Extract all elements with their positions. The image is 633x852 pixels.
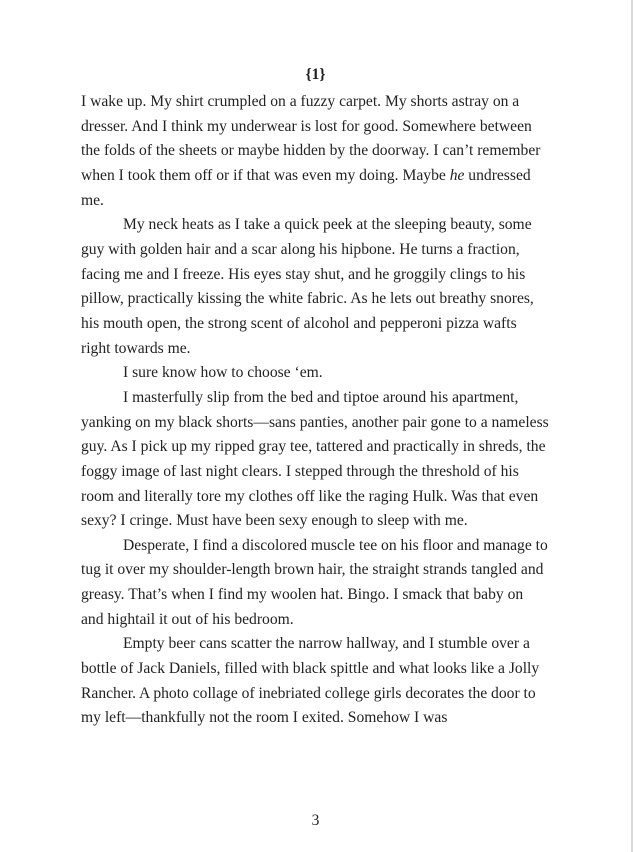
chapter-heading: {1} [305,66,326,83]
text-run: Desperate, I find a discolored muscle tee on his floor and manage to tug it over my shoulder-length brown hair, the straight strands tangled and greasy. That’s when I find my woolen hat. Bingo. I smack that baby on and hightail it out of his bedroom. [81,536,548,628]
page-number: 3 [311,812,320,829]
text-run: I masterfully slip from the bed and tiptoe around his apartment, yanking on my black shorts—sans panties, another pair gone to a nameless guy. As I pick up my ripped gray tee, tattered and practically in shreds, the foggy image of last night clears. I stepped through the threshold of his room and literally tore my clothes off like the raging Hulk. Was that even sexy? I cringe. Must have been sexy enough to sleep with me. [81,388,549,530]
paragraph [81,361,549,386]
text-run: Empty beer cans scatter the narrow hallway, and I stumble over a bottle of Jack Daniels, filled with black spittle and what looks like a Jolly Rancher. A photo collage of inebriated college girls decorates the door to my left—thankfully not the room I exited. Somehow I was [81,635,540,727]
body-text [81,90,549,731]
paragraph [81,90,549,213]
text-run: undressed me. [81,166,531,209]
paragraph [81,386,549,534]
text-run: I wake up. My shirt crumpled on a fuzzy carpet. My shorts astray on a dresser. And I think my underwear is lost for good. Somewhere between the folds of the sheets or maybe hidden by the doorway. I can’t remember when I took them off or if that was even my doing. Maybe [81,93,541,184]
paragraph [81,632,549,731]
text-run: I sure know how to choose ‘em. [123,364,323,382]
text-run-italic: he [449,166,465,184]
text-run: My neck heats as I take a quick peek at the sleeping beauty, some guy with golden hair and a scar along his hipbone. He turns a fraction, facing me and I freeze. His eyes stay shut, and he groggily clings to his pillow, practically kissing the white fabric. As he lets out breathy snores, his mouth open, the strong scent of alcohol and pepperoni pizza wafts right towards me. [81,216,534,357]
paragraph [81,213,549,361]
paragraph [81,534,549,633]
